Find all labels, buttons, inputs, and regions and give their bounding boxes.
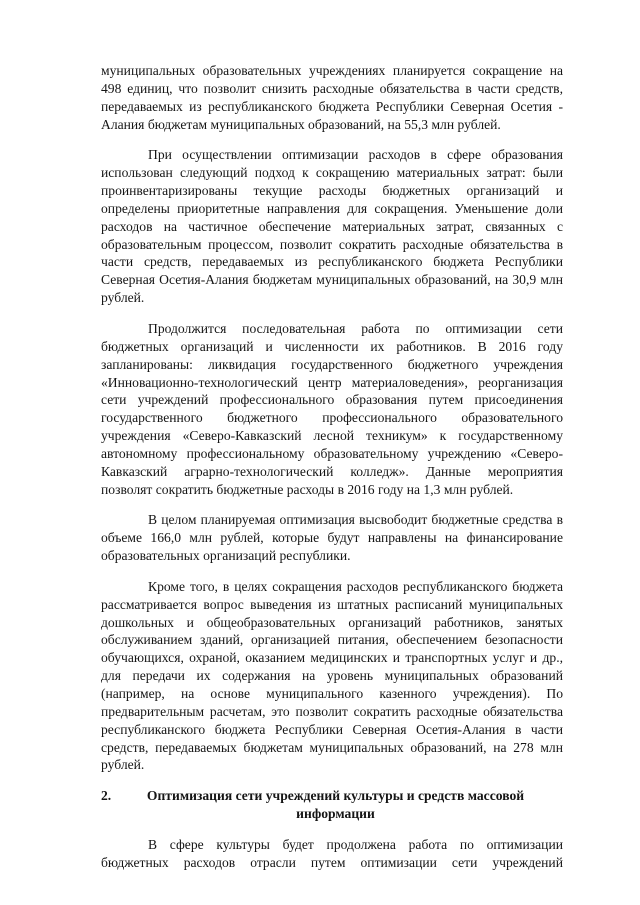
section-heading — [101, 787, 563, 823]
paragraph-6: В сфере культуры будет продолжена работа по оптимизации бюджетных расходов отрасли путем оптимизации сети учреждений — [101, 836, 563, 870]
paragraph-4: В целом планируемая оптимизация высвободит бюджетные средства в объеме 166,0 млн рублей, которые будут направлены на финансирование образовательных организаций республики. — [101, 512, 563, 564]
document-page — [101, 62, 563, 872]
section-title: Оптимизация сети учреждений культуры и средств массовой информации — [146, 788, 525, 822]
paragraph-3: Продолжится последовательная работа по оптимизации сети бюджетных организаций и численности их работников. В 2016 году запланированы: ликвидация государственного бюджетного учреждения «Инновационно-технологический центр материаловедения», реорганизация сети учреждений профессионального образования путем присоединения государственного бюджетного профессионального образовательного учреждения «Северо-Кавказский лесной техникум» к государственному автономному профессиональному образовательному учреждению «Северо-Кавказский аграрно-технологический колледж». Данные мероприятия позволят сократить бюджетные расходы в 2016 году на 1,3 млн рублей. — [101, 320, 563, 497]
paragraph-1: муниципальных образовательных учреждениях планируется сокращение на 498 единиц, что позволит снизить расходные обязательства в части средств, передаваемых из республиканского бюджета Республики Северная Осетия - Алания бюджетам муниципальных образований, на 55,3 млн рублей. — [101, 63, 563, 132]
section-number: 2. — [101, 788, 112, 804]
paragraph-5: Кроме того, в целях сокращения расходов республиканского бюджета рассматривается вопрос выведения из штатных расписаний муниципальных дошкольных и общеобразовательных организаций работников, занятых обслуживанием зданий, организацией питания, обеспечением безопасности обучающихся, охраной, оказанием медицинских и транспортных услуг и др., для передачи их содержания на уровень муниципальных образований (например, на основе муниципального казенного учреждения). По предварительным расчетам, это позволит сократить расходные обязательства республиканского бюджета Республики Северная Осетия-Алания в части средств, передаваемых бюджетам муниципальных образований, на 278 млн рублей. — [101, 578, 563, 773]
paragraph-2: При осуществлении оптимизации расходов в сфере образования использован следующий подход к сокращению материальных затрат: были проинвентаризированы текущие расходы бюджетных организаций и определены приоритетные направления для сокращения. Уменьшение доли расходов на частичное обеспечение материальных затрат, связанных с образовательным процессом, позволит сократить расходные обязательства в части средств, передаваемых из республиканского бюджета Республики Северная Осетия-Алания бюджетам муниципальных образований, на 30,9 млн рублей. — [101, 147, 563, 306]
